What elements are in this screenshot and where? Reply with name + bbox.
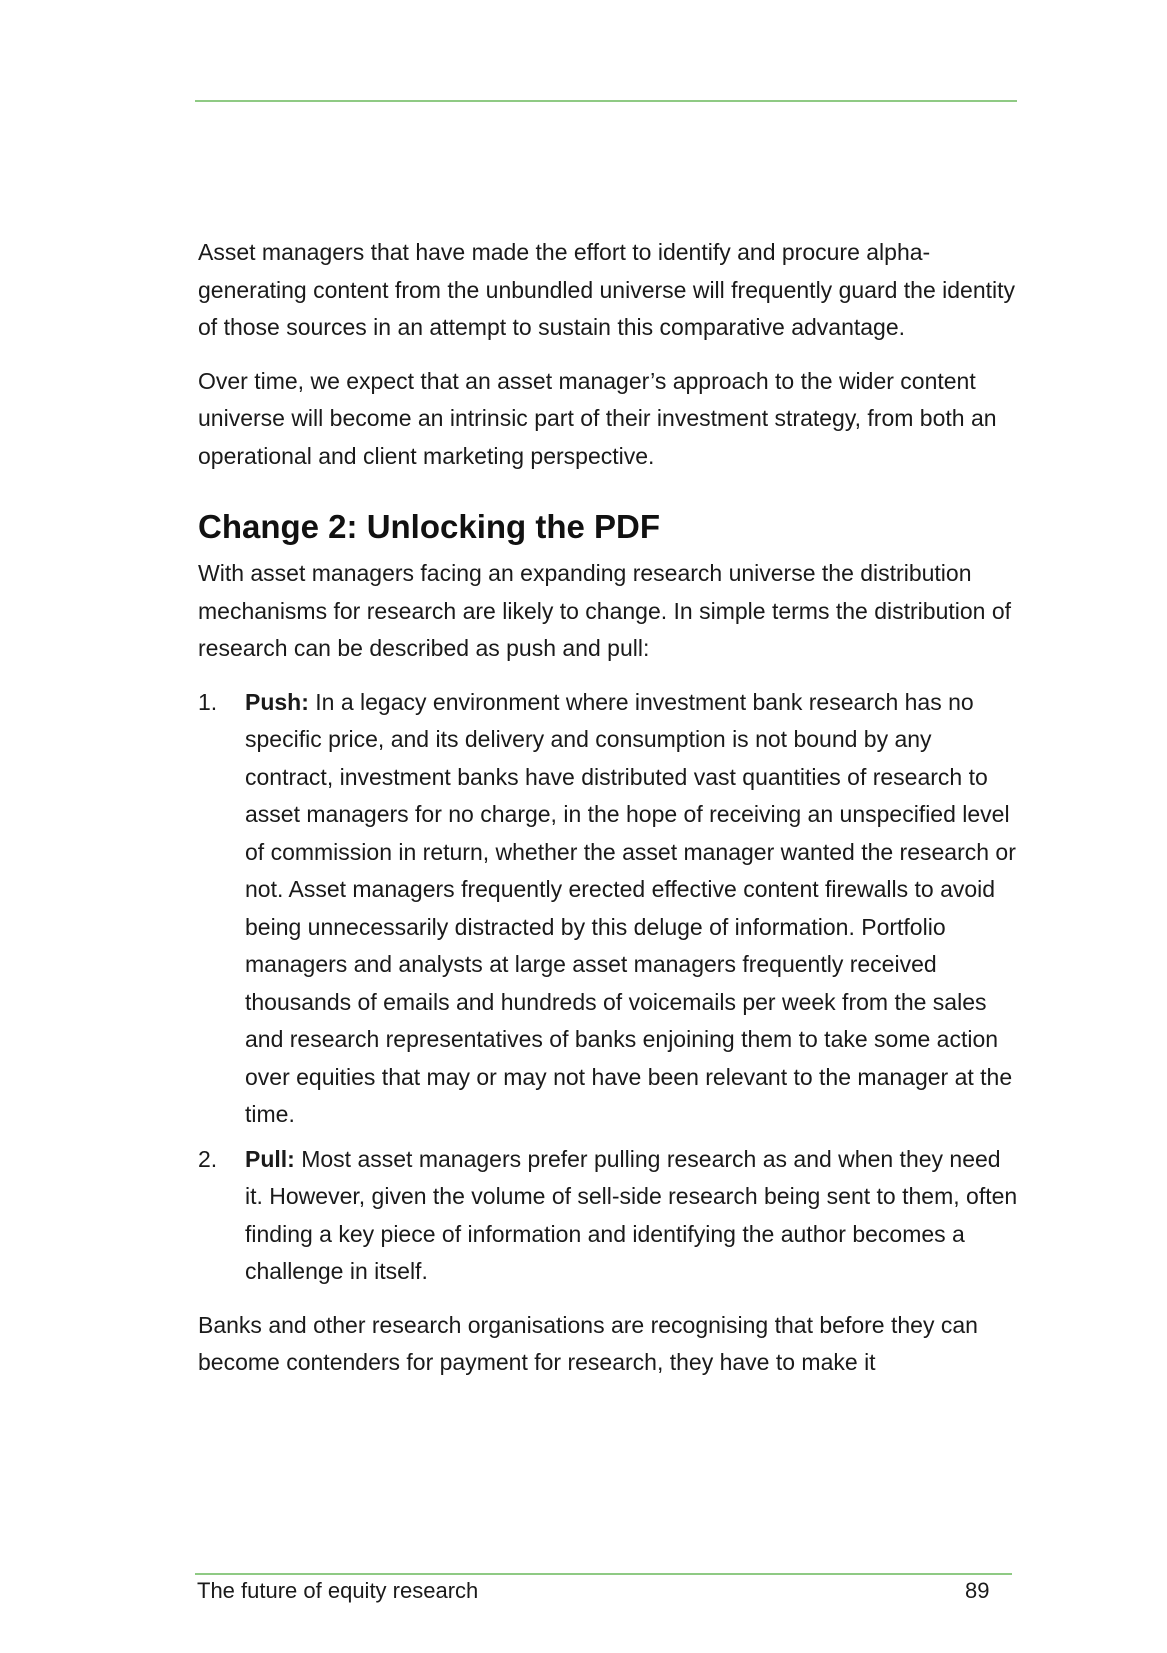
list-item-push: [198, 684, 1018, 1134]
paragraph-closing: Banks and other research organisations are recognising that before they can become contenders for payment for research, they have to make it: [198, 1311, 978, 1375]
paragraph-intro: With asset managers facing an expanding research universe the distribution mechanisms for research are likely to change. In simple terms the distribution of research can be described as push and pull:: [198, 560, 1012, 661]
page-content: [198, 234, 1018, 1398]
paragraph-strategy: Over time, we expect that an asset manager’s approach to the wider content universe will become an intrinsic part of their investment strategy, from both an operational and client marketing perspective.: [198, 367, 997, 469]
list-number: 1.: [198, 688, 218, 715]
push-pull-list: [198, 684, 1018, 1291]
page-number: 89: [965, 1578, 990, 1603]
list-lead: Pull:: [245, 1145, 295, 1172]
list-text: Most asset managers prefer pulling research as and when they need it. However, given the volume of sell-side research being sent to them, often finding a key piece of information and identifying the author becomes a challenge in itself.: [245, 1145, 1018, 1284]
section-heading: Change 2: Unlocking the PDF: [198, 508, 661, 545]
list-lead: Push:: [245, 688, 309, 715]
header-rule: [195, 100, 1017, 102]
footer-title: The future of equity research: [197, 1578, 479, 1603]
list-number: 2.: [198, 1145, 218, 1172]
list-item-pull: [198, 1141, 1018, 1291]
paragraph-sources: Asset managers that have made the effort to identify and procure alpha-generating content from the unbundled universe will frequently guard the identity of those sources in an attempt to sustain this comparative advantage.: [198, 239, 1016, 340]
list-text: In a legacy environment where investment bank research has no specific price, and its delivery and consumption is not bound by any contract, investment banks have distributed vast quantities of research to asset managers for no charge, in the hope of receiving an unspecified level of commission in return, whether the asset manager wanted the research or not. Asset managers frequently erected effective content firewalls to avoid being unnecessarily distracted by this deluge of information. Portfolio managers and analysts at large asset managers frequently received thousands of emails and hundreds of voicemails per week from the sales and research representatives of banks enjoining them to take some action over equities that may or may not have been relevant to the manager at the time.: [245, 688, 1016, 1127]
footer-rule: [195, 1573, 1012, 1575]
